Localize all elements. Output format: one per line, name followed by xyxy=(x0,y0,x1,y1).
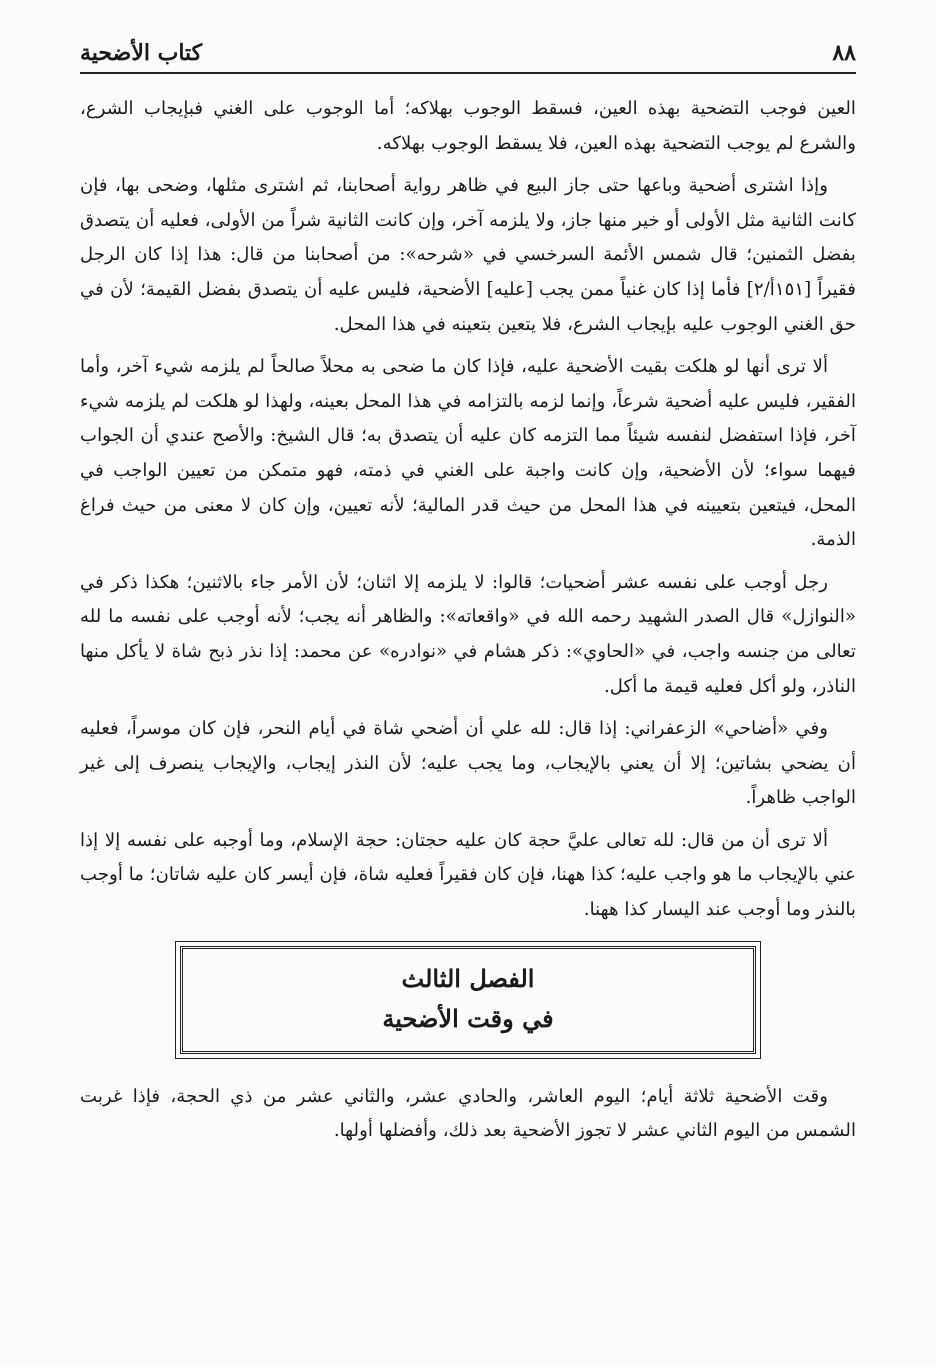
page-body xyxy=(80,92,856,1157)
paragraph-5: وفي «أضاحي» الزعفراني: إذا قال: لله علي أن أضحي شاة في أيام النحر، فإن كان موسراً، فعليه أن يضحي بشاتين؛ إلا أن يعني بالإيجاب، وما يجب عليه؛ لأن النذر إيجاب، والإيجاب ينصرف إلى غير الواجب ظاهراً. xyxy=(80,718,856,809)
paragraph-1: العين فوجب التضحية بهذه العين، فسقط الوجوب بهلاكه؛ أما الوجوب على الغني فبإيجاب الشرع، والشرع لم يوجب التضحية بهذه العين، فلا يسقط الوجوب بهلاكه. xyxy=(80,98,856,154)
chapter-heading-box xyxy=(180,946,756,1054)
chapter-title: في وقت الأضحية xyxy=(382,1003,554,1033)
book-title: كتاب الأضحية xyxy=(80,40,203,66)
paragraph-4: رجل أوجب على نفسه عشر أضحيات؛ قالوا: لا يلزمه إلا اثنان؛ لأن الأمر جاء بالاثنين؛ هكذا ذكر في «النوازل» قال الصدر الشهيد رحمه الله في «واقعاته»: والظاهر أنه يجب؛ لأنه أوجب على نفسه ما لله تعالى من جنسه واجب، في «الحاوي»: ذكر هشام في «نوادره» عن محمد: إذا نذر ذبح شاة لا يأكل منها الناذر، ولو أكل فعليه قيمة ما أكل. xyxy=(80,571,856,697)
page-header xyxy=(80,34,856,74)
paragraph-3: ألا ترى أنها لو هلكت بقيت الأضحية عليه، فإذا كان ما ضحى به محلاً صالحاً لم يلزمه شيء آخر، وأما الفقير، فليس عليه أضحية شرعاً، وإنما لزمه بالتزامه في هذا المحل بعينه، ولهذا لو هلكت لم يلزمه شيء آخر، فإذا استفضل لنفسه شيئاً مما التزمه كان عليه أن يتصدق به؛ قال الشيخ: والأصح عندي أن الجواب فيهما سواء؛ لأن الأضحية، وإن كانت واجبة على الغني في ذمته، فهو متمكن من تعيين الواجب في المحل، فيتعين بتعيينه في هذا المحل من حيث قدر المالية؛ لأنه تعيين، وإن كان لا معنى من حيث فراغ الذمة. xyxy=(80,356,856,551)
paragraph-7: وقت الأضحية ثلاثة أيام؛ اليوم العاشر، والحادي عشر، والثاني عشر من ذي الحجة، فإذا غربت الشمس من اليوم الثاني عشر لا تجوز الأضحية بعد ذلك، وأفضلها أولها. xyxy=(80,1085,856,1142)
page-number: ٨٨ xyxy=(832,40,856,66)
paragraph-2: وإذا اشترى أضحية وباعها حتى جاز البيع في ظاهر رواية أصحابنا، ثم اشترى مثلها، وضحى بها، فإن كانت الثانية مثل الأولى أو خير منها جاز، ولا يلزمه آخر، وإن كانت الثانية شراً من الأولى، فعليه أن يتصدق بفضل الثمنين؛ قال شمس الأئمة السرخسي في «شرحه»: من أصحابنا من قال: هذا إذا كان الرجل فقيراً [١٥١أ/٢] فأما إذا كان غنياً ممن يجب [عليه] الأضحية، فليس عليه أن يتصدق بفضل القيمة؛ لأن في حق الغني الوجوب عليه بإيجاب الشرع، فلا يتعين بتعينه في هذا المحل. xyxy=(80,175,856,335)
chapter-number: الفصل الثالث xyxy=(401,963,535,993)
paragraph-6: ألا ترى أن من قال: لله تعالى عليَّ حجة كان عليه حجتان: حجة الإسلام، وما أوجبه على نفسه إلا إذا عني بالإيجاب ما هو واجب عليه؛ كذا ههنا، فإن كان فقيراً فعليه شاة، فإن أيسر كان عليه شاتان؛ ما أوجب بالنذر وما أوجب عند اليسار كذا ههنا. xyxy=(80,829,856,921)
